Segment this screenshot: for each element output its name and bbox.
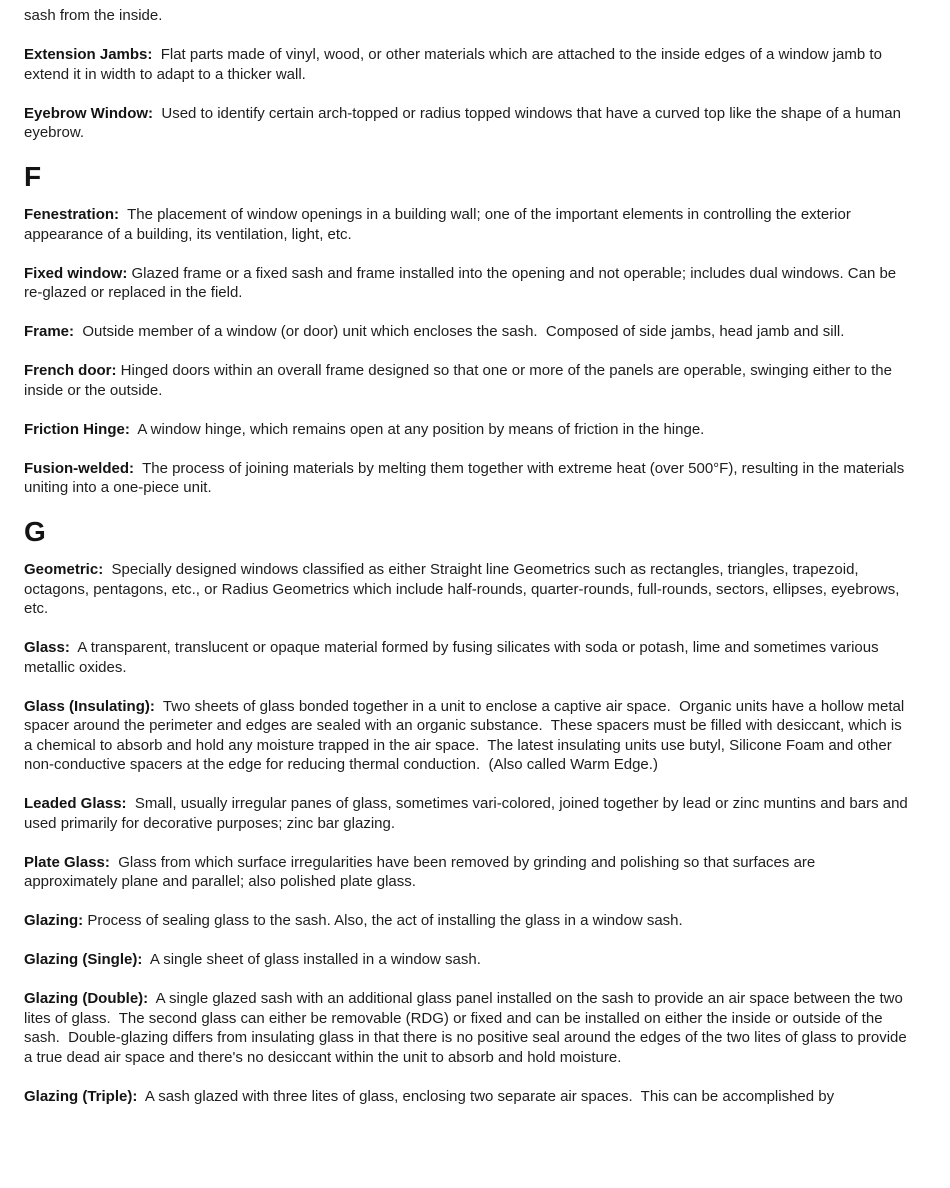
definition-text: Used to identify certain arch-topped or radius topped windows that have a curved top like the shape of a human eyebrow. <box>24 104 906 141</box>
term-label: Glazing (Double): <box>24 990 149 1007</box>
term-label: Glazing (Single): <box>24 951 143 968</box>
glossary-entry-eyebrow-window <box>24 104 908 143</box>
definition-text: Specially designed windows classified as either Straight line Geometrics such as rectangles, triangles, trapezoid, octagons, pentagons, etc., or Radius Geometrics which include half-rounds, quarter-rounds, full-rounds, sectors, ellipses, eyebrows, etc. <box>24 561 904 617</box>
glossary-entry-glass-insulating <box>24 697 908 775</box>
term-label: Fusion-welded: <box>24 459 134 477</box>
term-label: Frame: <box>24 323 75 340</box>
glossary-entry-fusion-welded <box>24 459 908 498</box>
glossary-entry-frame <box>24 322 908 342</box>
glossary-entry-glazing-triple <box>24 1087 908 1107</box>
term-label: Glass: <box>24 639 70 656</box>
definition-text: A transparent, translucent or opaque material formed by fusing silicates with soda or potash, lime and sometimes various metallic oxides. <box>24 639 883 676</box>
glossary-entry-leaded-glass <box>24 794 912 833</box>
definition-text: Flat parts made of vinyl, wood, or other materials which are attached to the inside edges of a window jamb to extend it in width to adapt to a thicker wall. <box>24 46 887 83</box>
definition-text: Process of sealing glass to the sash. Also, the act of installing the glass in a window sash. <box>83 912 683 929</box>
definition-text: Two sheets of glass bonded together in a unit to enclose a captive air space. Organic units have a hollow metal spacer around the perimeter and edges are sealed with an organic substance. These spacers must be filled with desiccant, which is a chemical to absorb and hold any moisture trapped in the air space. The latest insulating units use butyl, Silicone Foam and other non-conductive spacers at the edge for reducing thermal conduction. (Also called Warm Edge.) <box>24 697 909 773</box>
term-label: Glazing: <box>24 912 84 929</box>
glossary-entry-glazing-single <box>24 950 908 970</box>
section-heading-g: G <box>24 516 46 547</box>
definition-text: Glazed frame or a fixed sash and frame installed into the opening and not operable; includes dual windows. Can be re-glazed or replaced in the field. <box>24 264 901 301</box>
definition-text: sash from the inside. <box>24 7 163 24</box>
term-label: Glazing (Triple): <box>24 1087 138 1105</box>
definition-text: The process of joining materials by melting them together with extreme heat (over 500°F), resulting in the materials uniting into a one-piece unit. <box>24 459 909 496</box>
glossary-entry-glass <box>24 638 908 677</box>
section-heading-f: F <box>24 161 42 192</box>
definition-text: A single sheet of glass installed in a window sash. <box>142 951 481 968</box>
definition-text: A single glazed sash with an additional glass panel installed on the sash to provide an air space between the two lites of glass. The second glass can either be removable (RDG) or fixed and can be installed on either the inside or outside of the sash. Double-glazing differs from insulating glass in that there is no positive seal around the edges of the two lites of glass to provide a true dead air space and there's no desiccant within the unit to absorb and hold moisture. <box>24 990 911 1066</box>
glossary-entry-fenestration <box>24 205 908 244</box>
term-label: Fixed window: <box>24 264 128 282</box>
definition-text: A sash glazed with three lites of glass, enclosing two separate air spaces. This can be accomplished by <box>137 1087 835 1105</box>
definition-text: Glass from which surface irregularities have been removed by grinding and polishing so that surfaces are approximately plane and parallel; also polished plate glass. <box>24 853 820 890</box>
term-label: Geometric: <box>24 561 104 578</box>
glossary-entry-glazing <box>24 911 908 931</box>
definition-text: A window hinge, which remains open at any position by means of friction in the hinge. <box>129 420 705 438</box>
glossary-entry-french-door <box>24 361 908 400</box>
glossary-entry-glazing-double <box>24 989 911 1067</box>
definition-text: Hinged doors within an overall frame designed so that one or more of the panels are operable, swinging either to the inside or the outside. <box>24 362 897 399</box>
term-label: Glass (Insulating): <box>24 697 155 715</box>
term-label: Extension Jambs: <box>24 46 153 63</box>
term-label: Friction Hinge: <box>24 420 130 438</box>
glossary-entry-geometric <box>24 560 908 619</box>
glossary-entry-plate-glass <box>24 853 908 892</box>
term-label: French door: <box>24 362 117 379</box>
glossary-entry-friction-hinge <box>24 420 908 440</box>
glossary-entry-fixed-window <box>24 264 908 303</box>
definition-text: Outside member of a window (or door) unit which encloses the sash. Composed of side jambs, head jamb and sill. <box>74 323 845 340</box>
term-label: Leaded Glass: <box>24 795 127 812</box>
definition-text: Small, usually irregular panes of glass, sometimes vari-colored, joined together by lead or zinc muntins and bars and used primarily for decorative purposes; zinc bar glazing. <box>24 795 912 832</box>
term-label: Plate Glass: <box>24 853 110 871</box>
glossary-entry-extension-jambs <box>24 45 908 84</box>
term-label: Fenestration: <box>24 206 120 223</box>
paragraph-continuation <box>24 6 908 26</box>
definition-text: The placement of window openings in a building wall; one of the important elements in controlling the exterior appearance of a building, its ventilation, light, etc. <box>24 206 856 243</box>
term-label: Eyebrow Window: <box>24 104 154 122</box>
